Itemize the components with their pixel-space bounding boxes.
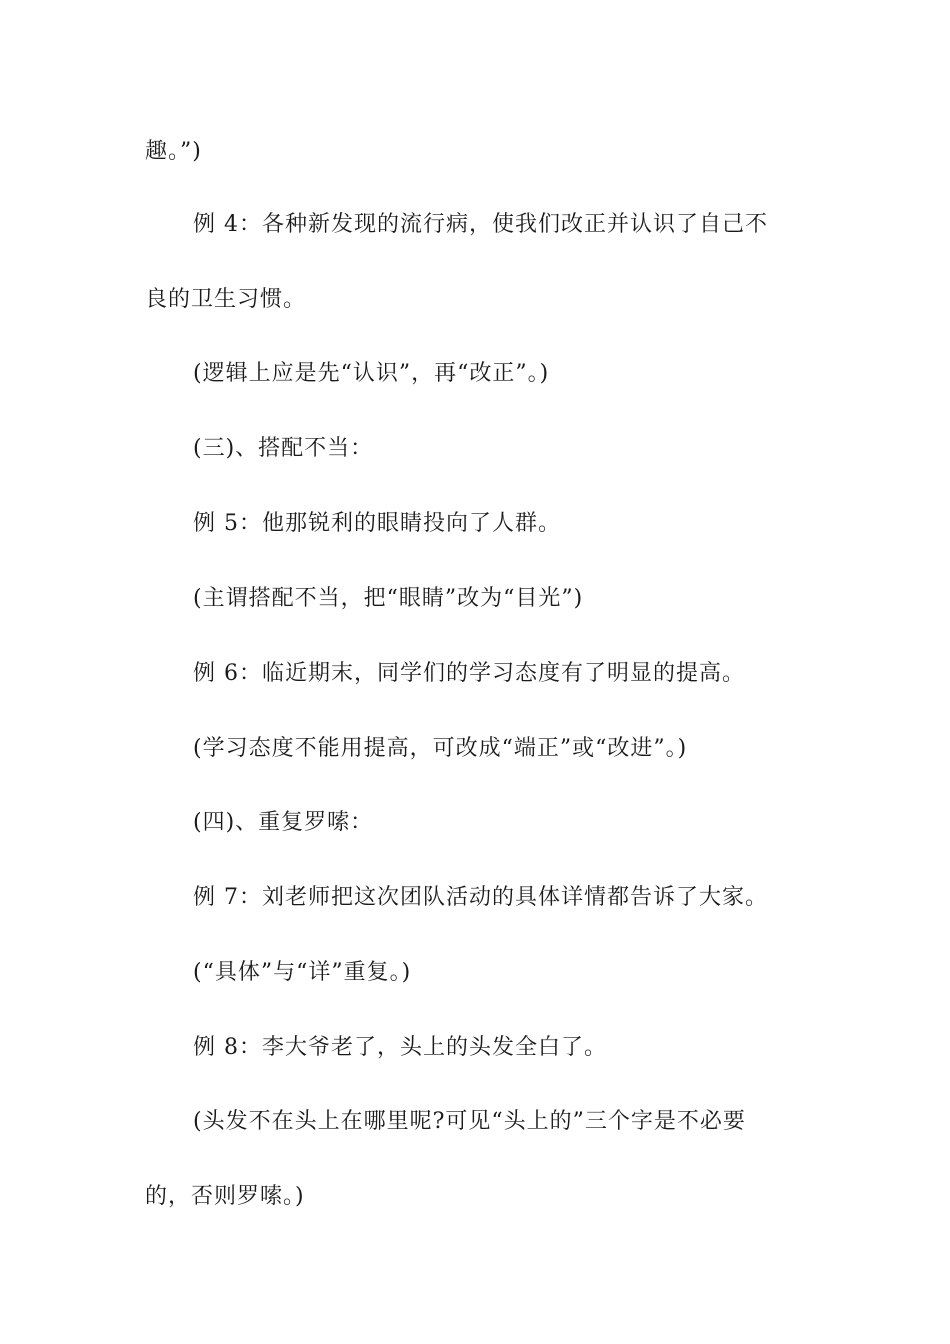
- text-line: 例 8：李大爷老了，头上的头发全白了。: [193, 1035, 607, 1060]
- text-line: 例 6：临近期末，同学们的学习态度有了明显的提高。: [193, 661, 745, 686]
- text-line: (学习态度不能用提高，可改成“端正”或“改进”。): [193, 736, 688, 761]
- text-line: (主谓搭配不当，把“眼睛”改为“目光”): [193, 586, 584, 611]
- text-line: (“具体”与“详”重复。): [193, 960, 412, 985]
- text-line: 例 7：刘老师把这次团队活动的具体详情都告诉了大家。: [193, 885, 768, 910]
- text-line: (逻辑上应是先“认识”，再“改正”。): [193, 361, 550, 386]
- text-line: 例 5：他那锐利的眼睛投向了人群。: [193, 511, 561, 536]
- text-line: 例 4：各种新发现的流行病，使我们改正并认识了自己不: [193, 212, 768, 237]
- text-line: 良的卫生习惯。: [145, 287, 307, 312]
- section-heading: (三)、搭配不当：: [193, 436, 374, 461]
- text-line: (头发不在头上在哪里呢?可见“头上的”三个字是不必要: [193, 1109, 746, 1134]
- text-line: 的，否则罗嗦。): [145, 1184, 305, 1209]
- section-heading: (四)、重复罗嗦：: [193, 810, 374, 835]
- text-line: 趣。”): [145, 139, 202, 164]
